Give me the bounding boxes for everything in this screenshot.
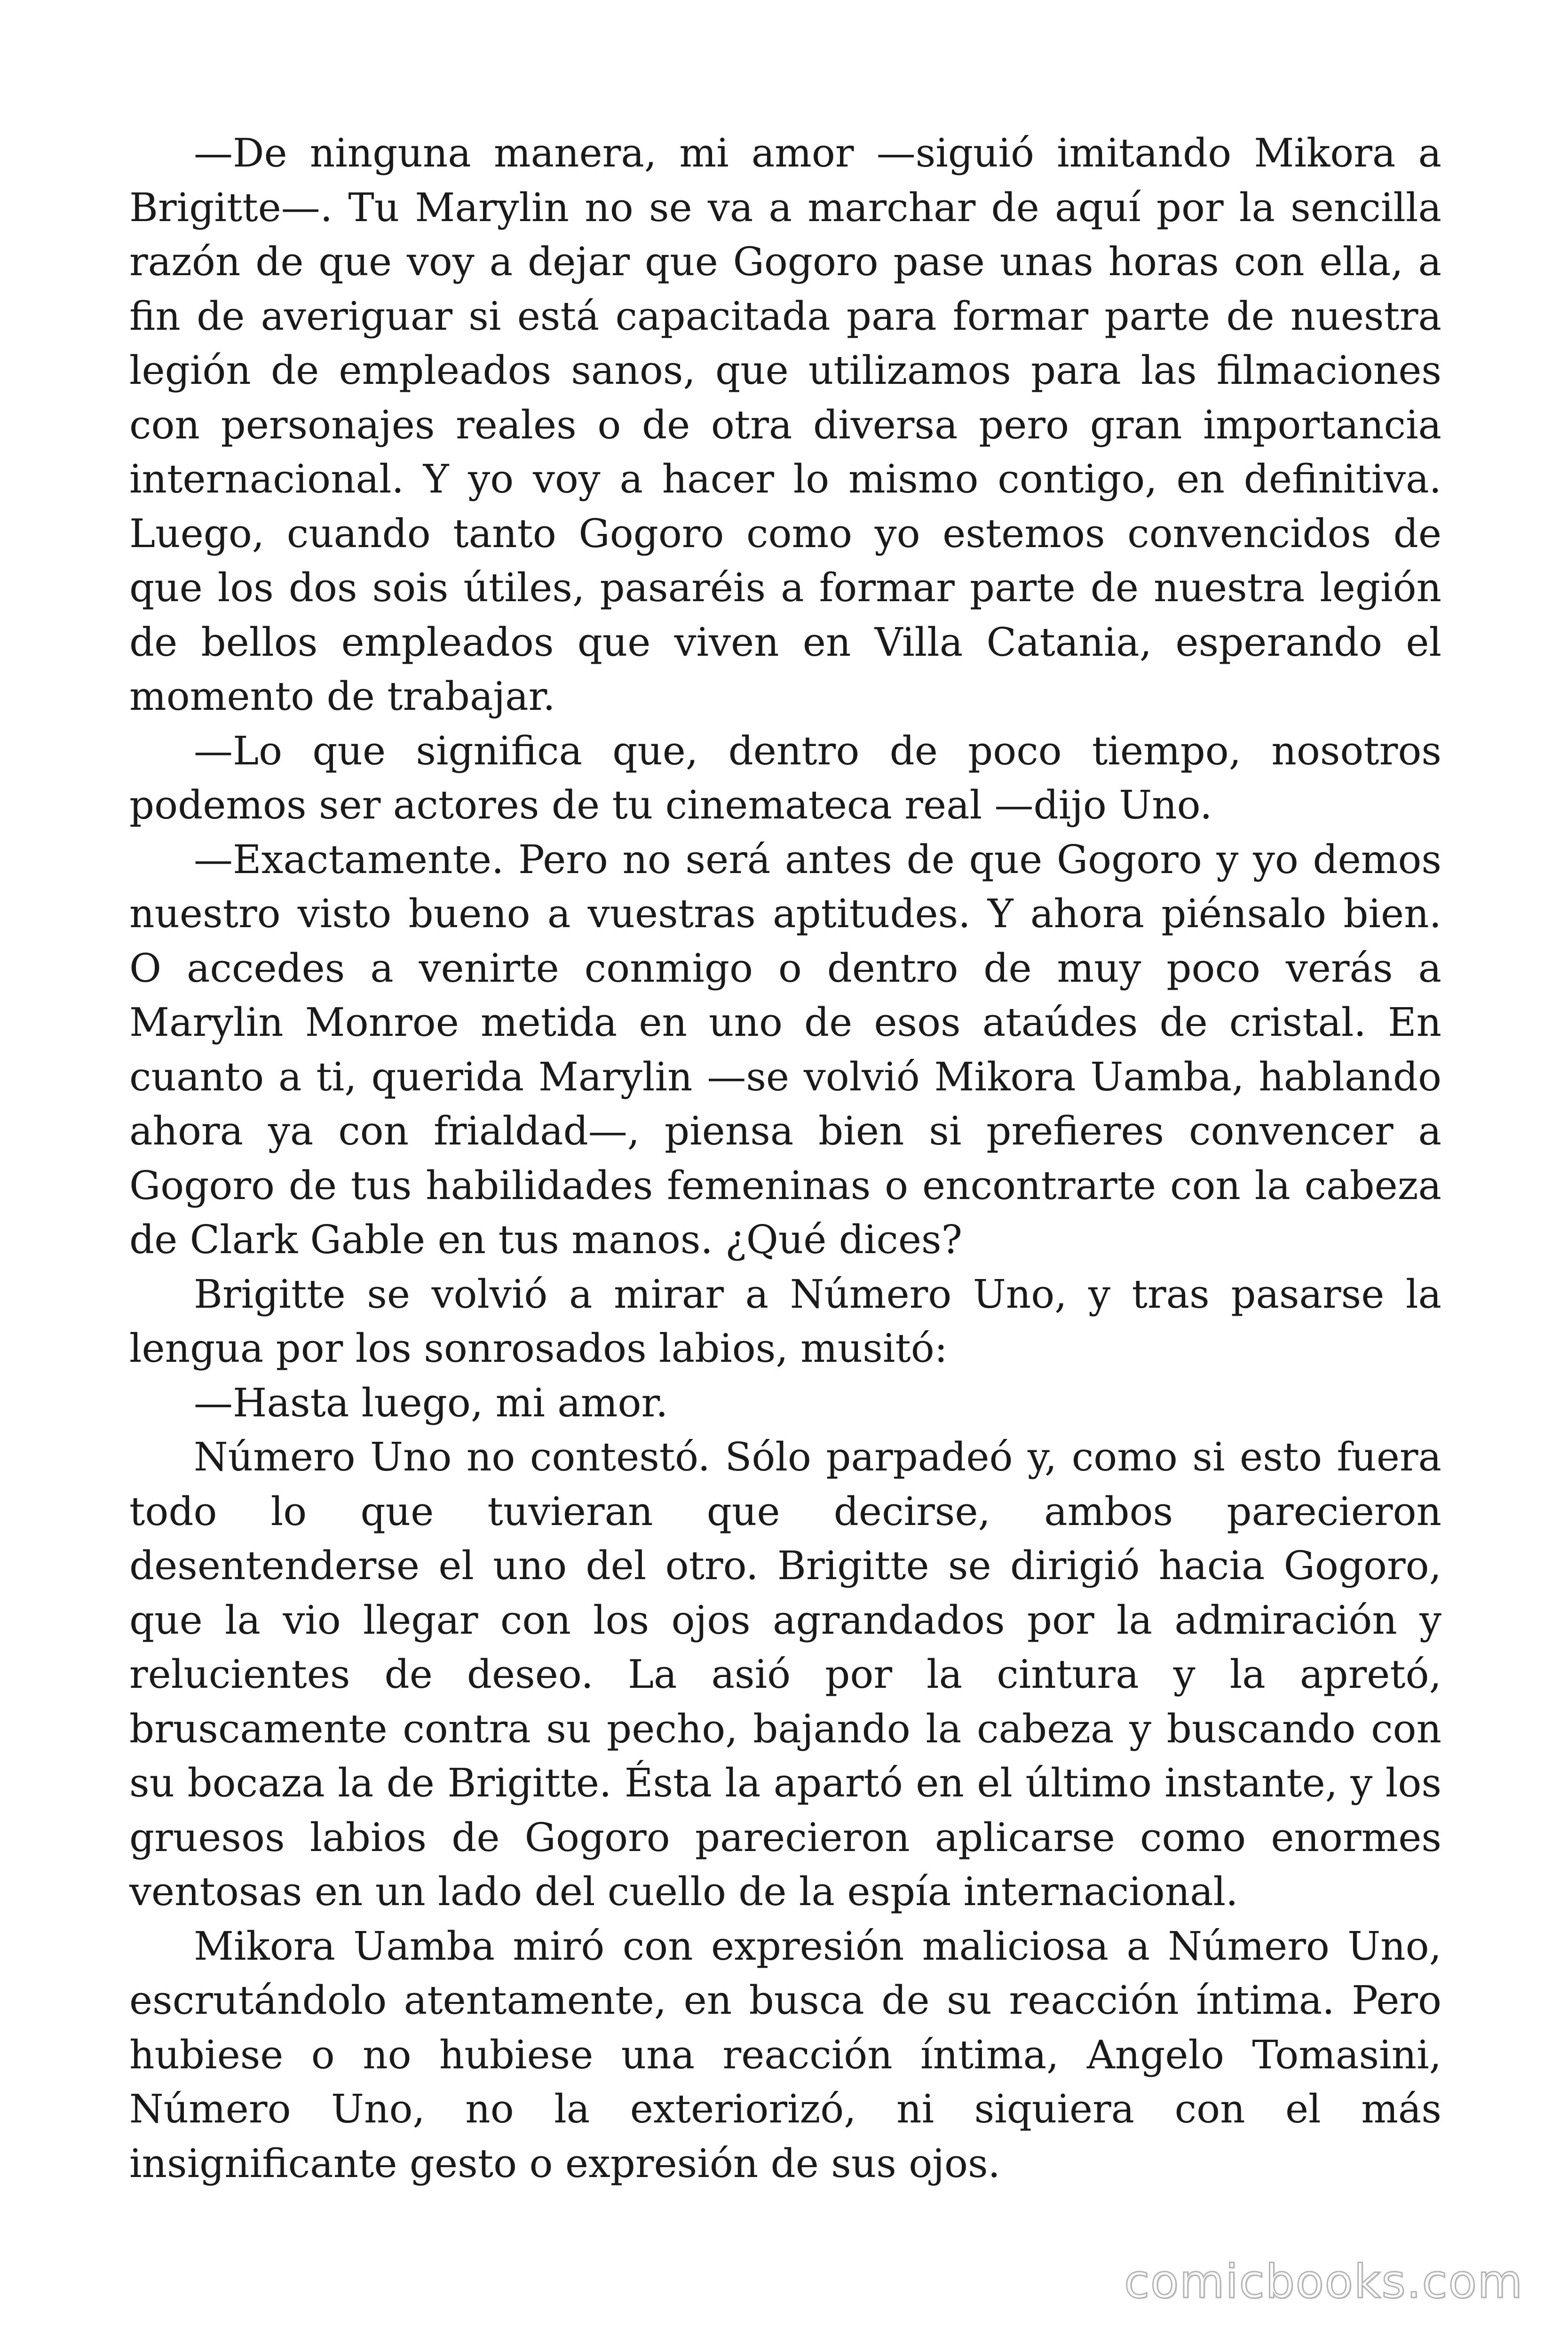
- book-page-body: [129, 126, 1441, 2191]
- paragraph: Mikora Uamba miró con expresión maliciosa a Número Uno, escrutándolo atentamente, en busca de su reacción íntima. Pero hubiese o no hubiese una reacción íntima, Angelo Tomasini, Número Uno, no la exteriorizó, ni siquiera con el más insignificante gesto o expresión de sus ojos.: [129, 1923, 1441, 2186]
- paragraph: Número Uno no contestó. Sólo parpadeó y, como si esto fuera todo lo que tuvieran que decirse, ambos parecieron desentenderse el uno del otro. Brigitte se dirigió hacia Gogoro, que la vio llegar con los ojos agrandados por la admiración y relucientes de deseo. La asió por la cintura y la apretó, bruscamente contra su pecho, bajando la cabeza y buscando con su bocaza la de Brigitte. Ésta la apartó en el último instante, y los gruesos labios de Gogoro parecieron aplicarse como enormes ventosas en un lado del cuello de la espía internacional.: [129, 1434, 1441, 1915]
- paragraph: —De ninguna manera, mi amor —siguió imitando Mikora a Brigitte—. Tu Marylin no se va a marchar de aquí por la sencilla razón de que voy a dejar que Gogoro pase unas horas con ella, a fin de averiguar si está capacitada para formar parte de nuestra legión de empleados sanos, que utilizamos para las filmaciones con personajes reales o de otra diversa pero gran importancia internacional. Y yo voy a hacer lo mismo contigo, en definitiva. Luego, cuando tanto Gogoro como yo estemos convencidos de que los dos sois útiles, pasaréis a formar parte de nuestra legión de bellos empleados que viven en Villa Catania, esperando el momento de trabajar.: [129, 130, 1441, 719]
- paragraph: Brigitte se volvió a mirar a Número Uno, y tras pasarse la lengua por los sonrosados labios, musitó:: [129, 1271, 1441, 1371]
- paragraph: —Hasta luego, mi amor.: [194, 1380, 668, 1426]
- site-watermark: comicbooks.com: [1124, 2255, 1523, 2309]
- paragraph: —Lo que significa que, dentro de poco tiempo, nosotros podemos ser actores de tu cinemateca real —dijo Uno.: [129, 728, 1441, 828]
- paragraph: —Exactamente. Pero no será antes de que Gogoro y yo demos nuestro visto bueno a vuestras aptitudes. Y ahora piénsalo bien. O accedes a venirte conmigo o dentro de muy poco verás a Marylin Monroe metida en uno de esos ataúdes de cristal. En cuanto a ti, querida Marylin —se volvió Mikora Uamba, hablando ahora ya con frialdad—, piensa bien si prefieres convencer a Gogoro de tus habilidades femeninas o encontrarte con la cabeza de Clark Gable en tus manos. ¿Qué dices?: [129, 836, 1441, 1263]
